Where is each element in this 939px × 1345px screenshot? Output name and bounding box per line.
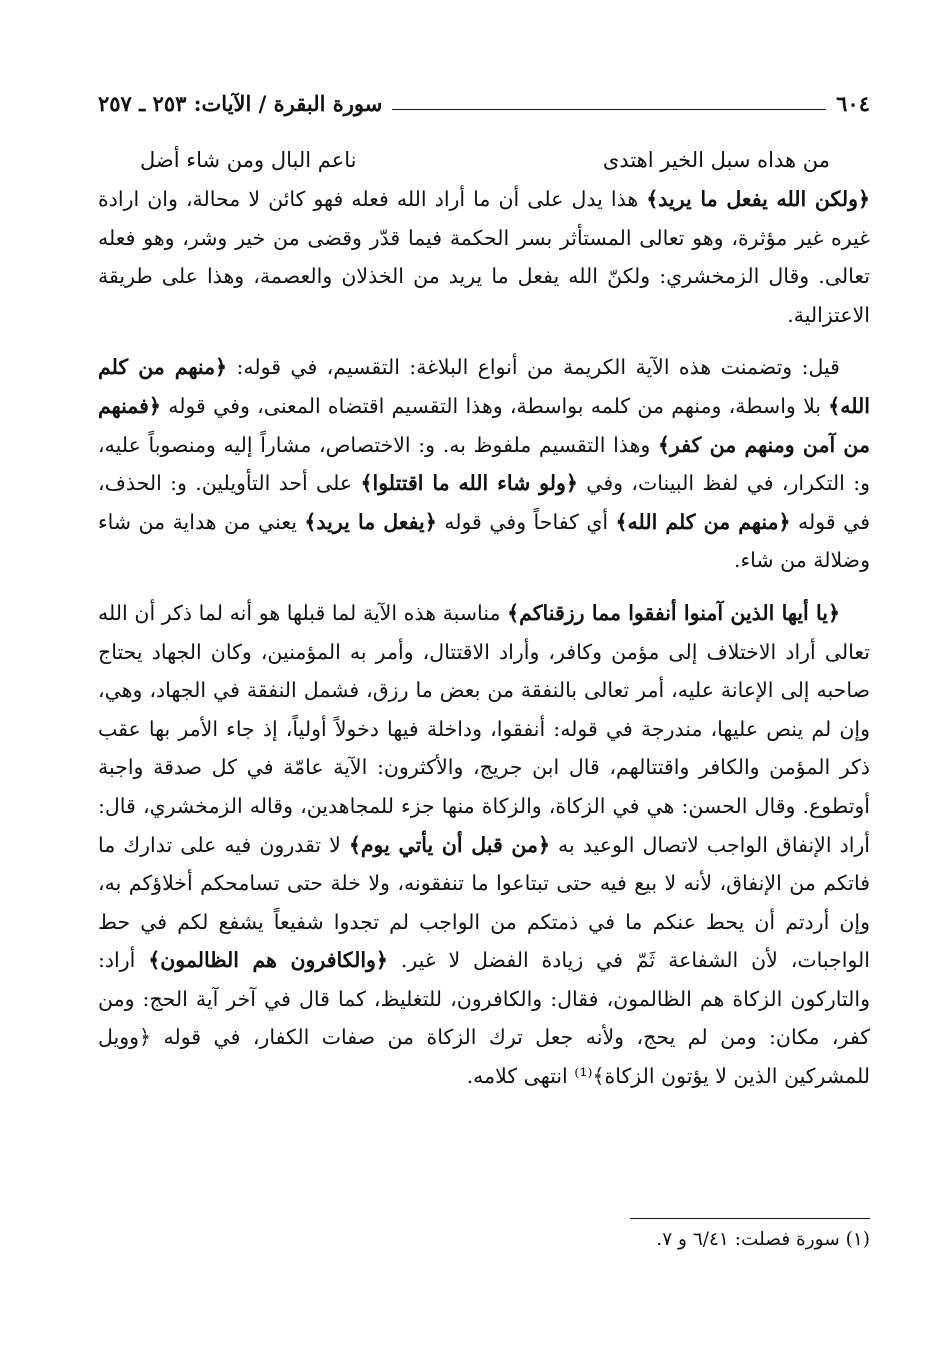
page-number: ٦٠٤ — [836, 91, 870, 116]
footnote: (١) سورة فصلت: ٦/٤١ و ٧. — [656, 1229, 870, 1250]
quran-quote: ﴿فمنهم من آمن ومنهم من كفر﴾ — [98, 393, 870, 457]
commentary-text: قيل: وتضمنت هذه الآية الكريمة من أنواع البلاغة: التقسيم، في قوله: — [227, 355, 840, 380]
body-text — [98, 180, 870, 1096]
quran-quote: ﴿يفعل ما يريد﴾ — [304, 509, 437, 534]
commentary-text: مناسبة هذه الآية لما قبلها هو أنه لما ذكر أن الله تعالى أراد الاختلاف إلى مؤمن وكافر، وأراد الاقتتال، وأمر به المؤمنين، وكان الجهاد يحتاج صاحبه إلى الإعانة عليه، أمر تعالى بالنفقة من بعض ما رزق، فشمل النفقة في الجهاد، وهي، وإن لم ينص عليها، مندرجة في قوله: أنفقوا، وداخلة فيها دخولاً أولياً، إذ جاء الأمر بها عقب ذكر المؤمن والكافر واقتتالهم، قال ابن جريج، والأكثرون: الآية عامّة في كل صدقة واجبة أوتطوع. وقال الحسن: هي في الزكاة، والزكاة منها جزء للمجاهدين، وقاله الزمخشري، قال: أراد الإنفاق الواجب لاتصال الوعيد به — [98, 600, 870, 857]
paragraph — [98, 594, 870, 1096]
verse-second-hemistich: ناعم البال ومن شاء أضل — [140, 148, 357, 172]
quran-quote: ﴿والكافرون هم الظالمون﴾ — [148, 948, 388, 973]
page-header — [98, 76, 870, 116]
commentary-text: هذا يدل على أن ما أراد الله فعله فهو كائن لا محالة، وان ارادة غيره غير مؤثرة، وهو تعالى المستأثر بسر الحكمة فيما قدّر وقضى من خير وشر، وهو فعله تعالى. وقال الزمخشري: ولكنّ الله يفعل ما يريد من الخذلان والعصمة، وهذا على طريقة الاعتزالية. — [98, 187, 870, 327]
header-rule — [392, 109, 826, 110]
verse-first-hemistich: من هداه سبل الخير اهتدى — [602, 148, 830, 172]
poetry-verse — [140, 140, 830, 180]
quran-quote: ﴿ولكن الله يفعل ما يريد﴾ — [646, 187, 871, 211]
paragraph — [98, 348, 870, 580]
commentary-text: على أحد التأويلين. و: الحذف، في قوله — [98, 471, 870, 534]
quran-quote: ﴿يا أيها الذين آمنوا أنفقوا مما رزقناكم﴾ — [507, 600, 840, 625]
commentary-text: أراد: والتاركون الزكاة هم الظالمون، فقال: والكافرون، للتغليظ، كما قال في آخر آية الحج: ومن كفر، مكان: ومن لم يحج، ولأنه جعل ترك الزكاة من صفات الكفار، في قوله ﴿وويل للمشركين الذين لا يؤتون الزكاة﴾⁽¹⁾ انتهى كلامه. — [98, 948, 870, 1089]
quran-quote: ﴿ولو شاء الله ما اقتتلوا﴾ — [360, 471, 578, 496]
commentary-text: أي كفاحاً وفي قوله — [436, 509, 616, 534]
commentary-text: لا تقدرون فيه على تدارك ما فاتكم من الإنفاق، لأنه لا بيع فيه حتى تبتاعوا ما تنفقونه، ولا خلة حتى تسامحكم أخلاؤكم به، وإن أردتم أن يحط عنكم ما في ذمتكم من الواجب لم تجدوا شفيعاً يشفع لكم في حط الواجبات، لأن الشفاعة ثَمّ في زيادة الفضل لا غير. — [98, 832, 870, 973]
quran-quote: ﴿منهم من كلم الله﴾ — [98, 355, 870, 418]
commentary-text: بلا واسطة، ومنهم من كلمه بواسطة، وهذا التقسيم اقتضاه المعنى، وفي قوله — [160, 393, 829, 418]
quran-quote: ﴿من قبل أن يأتي يوم﴾ — [348, 832, 551, 857]
quran-quote: ﴿منهم من كلم الله﴾ — [615, 509, 791, 534]
commentary-text: وهذا التقسيم ملفوظ به. و: الاختصاص، مشاراً إليه ومنصوباً عليه، و: التكرار، في لفظ البينات، وفي — [98, 432, 870, 496]
commentary-text: يعني من هداية من شاء وضلالة من شاء. — [98, 509, 870, 573]
paragraph — [98, 180, 870, 334]
footnote-rule — [630, 1218, 870, 1219]
header-title: سورة البقرة / الآيات: ٢٥٣ ـ ٢٥٧ — [98, 91, 383, 116]
